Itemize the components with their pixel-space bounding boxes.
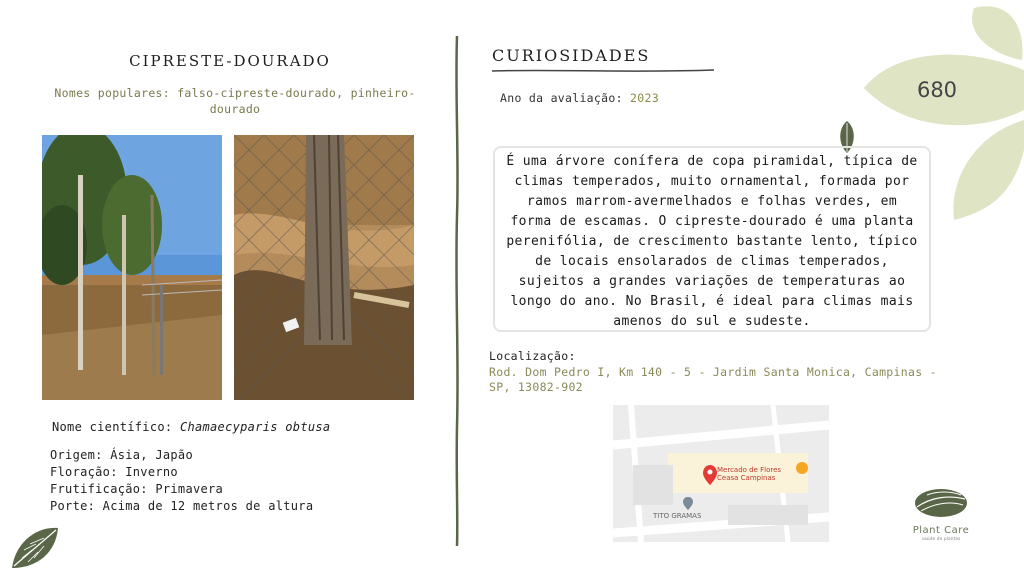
location-map[interactable] [613, 405, 829, 542]
map-place-label [717, 466, 781, 482]
logo-tagline: saúde de plantas [921, 537, 961, 542]
scientific-label: Nome científico: [52, 420, 173, 434]
logo-name: Plant Care [912, 525, 970, 536]
leaf-icon [10, 524, 60, 570]
section-title: CURIOSIDADES [492, 46, 651, 65]
fact-origin: Origem: Ásia, Japão [50, 448, 193, 462]
year-value: 2023 [630, 91, 659, 105]
description-box: É uma árvore conífera de copa piramidal, típica de climas temperados, muito ornamental, formada por ramos marrom-avermelhados e folhas verdes, em forma de escamas. O cipreste-dourado é uma planta perenifólia, de crescimento bastante lento, típico de locais ensolarados de climas temperados, sujeitos a grandes variações de temperaturas ao longo do ano. No Brasil, é ideal para climas mais amenos do sul e sudeste. [493, 146, 931, 332]
fact-size: Porte: Acima de 12 metros de altura [50, 499, 314, 513]
location-address: Rod. Dom Pedro I, Km 140 - 5 - Jardim Santa Monica, Campinas - SP, 13082-902 [489, 365, 937, 394]
evaluation-year [500, 91, 659, 105]
fact-fruiting: Frutificação: Primavera [50, 482, 224, 496]
tree-photo-landscape [42, 135, 222, 400]
location-label: Localização: [489, 349, 576, 363]
plant-title: CIPRESTE-DOURADO [129, 52, 331, 70]
scientific-name: Chamaecyparis obtusa [179, 420, 331, 434]
map-nearby-label: TITO GRAMAS [653, 512, 702, 520]
scientific-name-line [52, 420, 330, 434]
map-place-line1: Mercado de Flores [717, 466, 782, 474]
popular-names: Nomes populares: falso-cipreste-dourado, pinheiro-dourado [54, 86, 416, 116]
plant-care-logo [905, 487, 977, 542]
tree-trunk-photo [234, 135, 414, 400]
logo-leaf-icon [913, 487, 969, 519]
fact-flowering: Floração: Inverno [50, 465, 178, 479]
plant-facts [50, 447, 313, 515]
badge-number: 680 [916, 78, 958, 102]
vertical-divider [452, 36, 462, 546]
map-place-line2: Ceasa Campinas [717, 474, 776, 482]
title-underline [492, 68, 714, 74]
year-label: Ano da avaliação: [500, 91, 623, 105]
